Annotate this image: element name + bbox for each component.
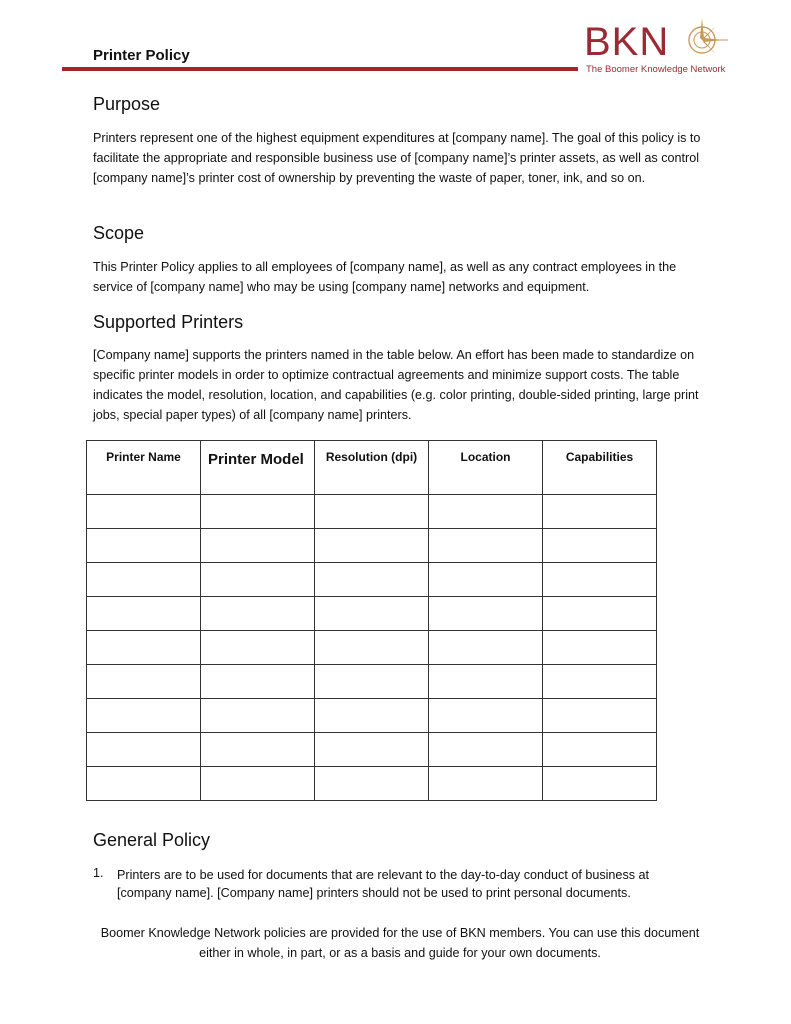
table-row bbox=[87, 563, 657, 597]
header-printer-model: Printer Model bbox=[201, 441, 315, 495]
general-policy-heading: General Policy bbox=[93, 830, 211, 850]
table-cell bbox=[315, 529, 429, 563]
list-item-text: Printers are to be used for documents that are relevant to the day-to-day conduct of business at [company name]. [Company name] printers should not be used to print personal documents. bbox=[117, 868, 650, 900]
header-resolution: Resolution (dpi) bbox=[315, 441, 429, 495]
table-cell bbox=[201, 563, 315, 597]
table-cell bbox=[315, 597, 429, 631]
table-cell bbox=[201, 631, 315, 665]
purpose-body: Printers represent one of the highest equipment expenditures at [company name]. The goal of this policy is to facilitate the appropriate and responsible business use of [company name]’s printer assets, as well as control [company name]’s printer cost of ownership by preventing the waste of paper, toner, ink, and so on. bbox=[93, 131, 701, 185]
table-cell bbox=[87, 597, 201, 631]
header-rule bbox=[62, 67, 578, 71]
table-cell bbox=[315, 563, 429, 597]
table-cell bbox=[543, 631, 657, 665]
table-cell bbox=[543, 767, 657, 801]
table-cell bbox=[315, 699, 429, 733]
table-cell bbox=[429, 495, 543, 529]
table-cell bbox=[201, 665, 315, 699]
header-location: Location bbox=[429, 441, 543, 495]
table-cell bbox=[543, 495, 657, 529]
table-cell bbox=[87, 495, 201, 529]
table-cell bbox=[201, 495, 315, 529]
scope-heading: Scope bbox=[93, 223, 145, 243]
table-cell bbox=[201, 733, 315, 767]
table-row bbox=[87, 529, 657, 563]
table-cell bbox=[87, 699, 201, 733]
purpose-heading: Purpose bbox=[93, 94, 161, 114]
table-cell bbox=[429, 699, 543, 733]
printers-table bbox=[86, 440, 657, 801]
table-cell bbox=[87, 767, 201, 801]
table-header-row bbox=[87, 441, 657, 495]
table-cell bbox=[315, 495, 429, 529]
table-cell bbox=[543, 733, 657, 767]
table-row bbox=[87, 733, 657, 767]
table-cell bbox=[315, 665, 429, 699]
table-row bbox=[87, 699, 657, 733]
table-cell bbox=[429, 767, 543, 801]
table-cell bbox=[543, 665, 657, 699]
logo-tagline: The Boomer Knowledge Network bbox=[586, 64, 726, 75]
footer-note: Boomer Knowledge Network policies are provided for the use of BKN members. You can use this document either in whole, in part, or as a basis and guide for your own documents. bbox=[100, 926, 700, 960]
table-row bbox=[87, 631, 657, 665]
header-capabilities: Capabilities bbox=[543, 441, 657, 495]
document-title: Printer Policy bbox=[93, 47, 190, 64]
logo-text: BKN bbox=[584, 20, 670, 64]
compass-icon bbox=[682, 14, 732, 64]
list-item-number: 1. bbox=[93, 866, 104, 880]
table-cell bbox=[201, 597, 315, 631]
table-cell bbox=[543, 529, 657, 563]
header-printer-name: Printer Name bbox=[87, 441, 201, 495]
table-cell bbox=[429, 665, 543, 699]
bkn-logo bbox=[584, 14, 744, 78]
table-cell bbox=[315, 733, 429, 767]
table-cell bbox=[429, 563, 543, 597]
table-cell bbox=[543, 699, 657, 733]
table-row bbox=[87, 495, 657, 529]
table-cell bbox=[201, 767, 315, 801]
scope-body: This Printer Policy applies to all employees of [company name], as well as any contract employees in the service of [company name] who may be using [company name] networks and equipment. bbox=[93, 260, 677, 294]
table-cell bbox=[429, 529, 543, 563]
table-cell bbox=[315, 767, 429, 801]
table-cell bbox=[87, 563, 201, 597]
table-cell bbox=[429, 733, 543, 767]
table-cell bbox=[87, 529, 201, 563]
table-cell bbox=[87, 665, 201, 699]
table-row bbox=[87, 665, 657, 699]
table-cell bbox=[201, 699, 315, 733]
supported-printers-heading: Supported Printers bbox=[93, 312, 244, 332]
table-cell bbox=[543, 563, 657, 597]
table-row bbox=[87, 767, 657, 801]
table-cell bbox=[87, 631, 201, 665]
table-cell bbox=[543, 597, 657, 631]
table-row bbox=[87, 597, 657, 631]
table-cell bbox=[201, 529, 315, 563]
table-cell bbox=[87, 733, 201, 767]
supported-printers-body: [Company name] supports the printers named in the table below. An effort has been made to standardize on specific printer models in order to optimize contractual agreements and minimize support costs. The table indicates the model, resolution, location, and capabilities (e.g. color printing, double-sided printing, large print jobs, special paper types) of all [company name] printers. bbox=[93, 348, 699, 422]
table-cell bbox=[429, 597, 543, 631]
table-cell bbox=[315, 631, 429, 665]
table-cell bbox=[429, 631, 543, 665]
